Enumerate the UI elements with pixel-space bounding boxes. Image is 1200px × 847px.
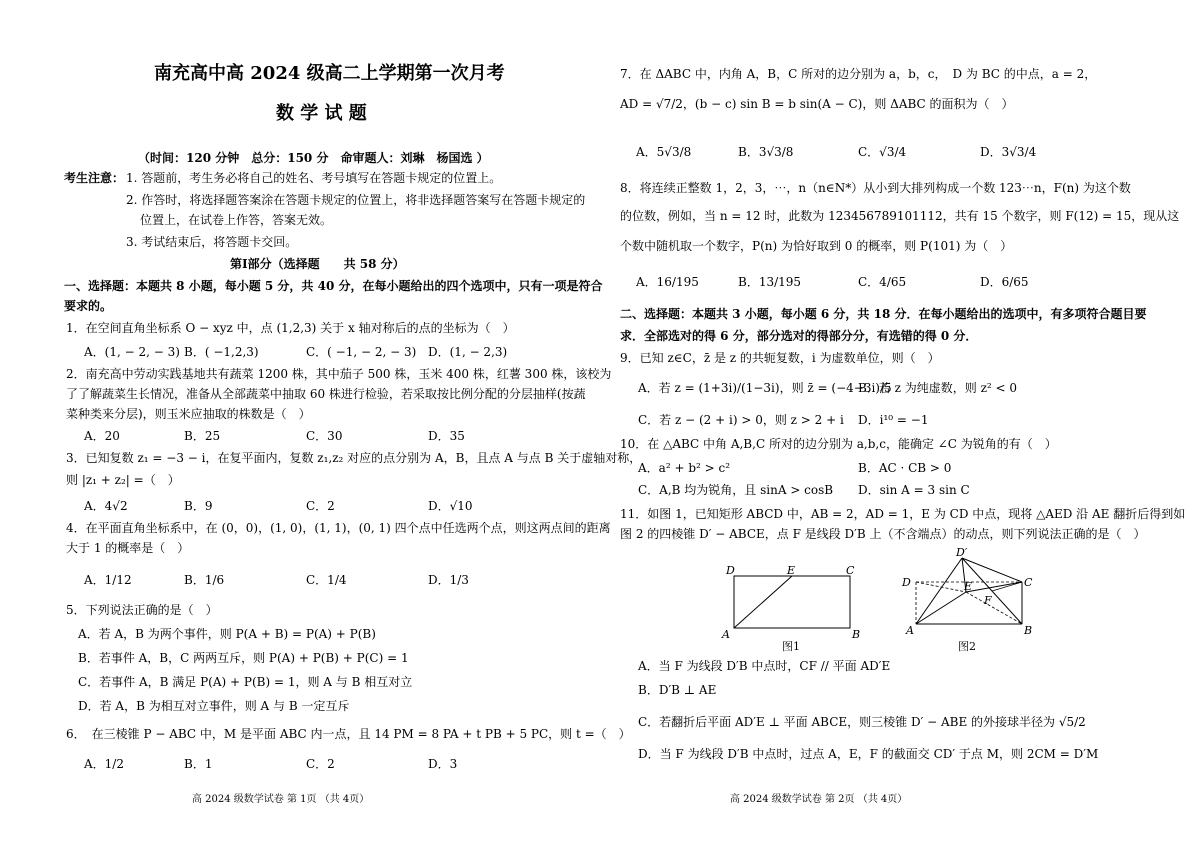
q1-option-d: D．(1, − 2,3) — [428, 345, 508, 359]
q11-option-a: A．当 F 为线段 D′B 中点时，CF // 平面 AD′E — [638, 659, 891, 673]
q8-option-a: A．16/195 — [636, 275, 699, 289]
q1-stem: 1．在空间直角坐标系 O − xyz 中，点 (1,2,3) 关于 x 轴对称后的点的坐标为（ ） — [66, 321, 515, 335]
fig2-edge-d-prime-c — [962, 558, 1022, 582]
q11-option-d: D．当 F 为线段 D′B 中点时，过点 A，E，F 的截面交 CD′ 于点 M，则 2CM = D′M — [638, 747, 1099, 761]
fig2-edge-ae — [916, 592, 966, 624]
q5-option-d: D．若 A，B 为相互对立事件，则 A 与 B 一定互斥 — [78, 699, 350, 713]
fig2-point-f: F — [984, 594, 992, 607]
q3-stem-1: 3．已知复数 z₁ = −3 − i，在复平面内，复数 z₁,z₂ 对应的点分别为 A，B，且点 A 与点 B 关于虚轴对称， — [66, 451, 642, 465]
page-footer-1: 高 2024 级数学试卷 第 1页 （共 4页） — [192, 794, 370, 805]
exam-meta: （时间：120 分钟 总分：150 分 命审题人：刘琳 杨国选 ） — [138, 151, 489, 165]
q2-option-b: B．25 — [184, 429, 221, 443]
fig1-rectangle — [734, 576, 850, 628]
note-2: 2. 作答时，将选择题答案涂在答题卡规定的位置上，将非选择题答案写在答题卡规定的 — [126, 193, 586, 207]
fig2-point-b: B — [1024, 624, 1033, 637]
q4-option-c: C．1/4 — [306, 573, 347, 587]
fig1-segment-ae — [734, 576, 792, 628]
q5-option-a: A．若 A，B 为两个事件，则 P(A + B) = P(A) + P(B) — [78, 627, 376, 641]
q7-stem-2: AD = √7/2，(b − c) sin B = b sin(A − C)，则 ΔABC 的面积为（ ） — [620, 97, 1014, 111]
q11-stem-1: 11．如图 1，已知矩形 ABCD 中，AB = 2，AD = 1，E 为 CD 中点，现将 △AED 沿 AE 翻折后得到如 — [620, 507, 1186, 521]
fig2-edge-d-prime-a — [916, 558, 962, 624]
q4-stem-1: 4．在平面直角坐标系中，在 (0，0)，(1, 0)，(1, 1)，(0, 1) 四个点中任选两个点，则这两点间的距离 — [66, 521, 611, 535]
q7-option-a: A．5√3/8 — [636, 145, 692, 159]
fig1-point-a: A — [722, 628, 730, 641]
q6-option-b: B．1 — [184, 757, 213, 771]
q5-stem: 5．下列说法正确的是（ ） — [66, 603, 218, 617]
section1-line2: 要求的。 — [64, 299, 113, 313]
q10-option-a: A．a² + b² > c² — [638, 461, 731, 475]
fig1-point-b: B — [852, 628, 861, 641]
q10-option-c: C．A,B 均为锐角，且 sinA > cosB — [638, 483, 834, 497]
q3-option-c: C．2 — [306, 499, 335, 513]
fig1-point-d: D — [726, 564, 735, 577]
q11-stem-2: 图 2 的四棱锥 D′ − ABCE，点 F 是线段 D′B 上（不含端点）的动点，则下列说法正确的是（ ） — [620, 527, 1146, 541]
q9-option-b: B．若 z 为纯虚数，则 z² < 0 — [858, 381, 1018, 395]
q7-option-b: B．3√3/8 — [738, 145, 794, 159]
q7-option-c: C．√3/4 — [858, 145, 907, 159]
q11-option-b: B．D′B ⊥ AE — [638, 683, 717, 697]
exam-title: 南充高中高 2024 级高二上学期第一次月考 — [154, 63, 505, 84]
q9-option-d: D．i¹⁰ = −1 — [858, 413, 929, 427]
q8-stem-2: 的位数，例如，当 n = 12 时，此数为 123456789101112，共有 15 个数字，则 F(12) = 15，现从这 — [620, 209, 1180, 223]
left-page — [58, 0, 642, 847]
q2-option-c: C．30 — [306, 429, 343, 443]
fig2-point-d-prime: D′ — [956, 546, 968, 559]
notes-label: 考生注意： — [64, 171, 125, 185]
q7-stem-1: 7．在 ΔABC 中，内角 A，B，C 所对的边分别为 a，b，c， D 为 BC 的中点，a = 2， — [620, 67, 1097, 81]
figure-1 — [720, 560, 870, 652]
q8-option-b: B．13/195 — [738, 275, 802, 289]
note-2-cont: 位置上，在试卷上作答，答案无效。 — [140, 213, 333, 227]
q2-stem-3: 菜种类来分层)，则玉米应抽取的株数是（ ） — [66, 407, 311, 421]
q8-option-c: C．4/65 — [858, 275, 907, 289]
fig1-caption: 图1 — [782, 640, 800, 652]
q8-stem-1: 8．将连续正整数 1，2，3，⋯，n（n∈N*）从小到大排列构成一个数 123⋯n，F(n) 为这个数 — [620, 181, 1131, 195]
q4-option-a: A．1/12 — [84, 573, 132, 587]
fig2-point-a: A — [906, 624, 914, 637]
q2-option-a: A．20 — [84, 429, 120, 443]
q2-option-d: D．35 — [428, 429, 465, 443]
q10-option-b: B．AC · CB > 0 — [858, 461, 952, 475]
q3-option-b: B．9 — [184, 499, 213, 513]
exam-subtitle: 数 学 试 题 — [276, 103, 367, 124]
q4-option-d: D．1/3 — [428, 573, 469, 587]
q8-option-d: D．6/65 — [980, 275, 1029, 289]
right-page — [616, 0, 1186, 847]
part1-heading: 第Ⅰ部分（选择题 共 58 分） — [230, 257, 405, 271]
q1-option-c: C．( −1, − 2, − 3) — [306, 345, 417, 359]
fig2-caption: 图2 — [958, 640, 976, 653]
q5-option-c: C．若事件 A，B 满足 P(A) + P(B) = 1，则 A 与 B 相互对立 — [78, 675, 413, 689]
q6-stem: 6． 在三棱锥 P − ABC 中，M 是平面 ABC 内一点，且 14 PM = 8 PA + t PB + 5 PC，则 t =（ ） — [66, 727, 631, 741]
q6-option-d: D．3 — [428, 757, 458, 771]
q6-option-c: C．2 — [306, 757, 335, 771]
q9-stem: 9．已知 z∈C，z̄ 是 z 的共轭复数，i 为虚数单位，则（ ） — [620, 351, 940, 365]
q9-option-c: C．若 z − (2 + i) > 0，则 z > 2 + i — [638, 413, 844, 427]
q10-stem: 10．在 △ABC 中角 A,B,C 所对的边分别为 a,b,c，能确定 ∠C 为锐角的有（ ） — [620, 437, 1057, 451]
q3-option-d: D．√10 — [428, 499, 473, 513]
q2-stem-1: 2．南充高中劳动实践基地共有蔬菜 1200 株，其中茄子 500 株，玉米 400 株，红薯 300 株，该校为 — [66, 367, 612, 381]
fig2-dashed-eb — [966, 592, 1022, 624]
q3-stem-2: 则 |z₁ + z₂| =（ ） — [66, 473, 180, 487]
q3-option-a: A．4√2 — [84, 499, 128, 513]
q8-stem-3: 个数中随机取一个数字，P(n) 为恰好取到 0 的概率，则 P(101) 为（ ） — [620, 239, 1013, 253]
fig2-point-e: E — [964, 580, 973, 593]
q9-option-a: A．若 z = (1+3i)/(1−3i)，则 z̄ = (−4−3i)/5 — [638, 381, 892, 395]
q4-option-b: B．1/6 — [184, 573, 225, 587]
q10-option-d: D．sin A = 3 sin C — [858, 483, 970, 497]
q1-option-a: A．(1, − 2, − 3) — [84, 345, 180, 359]
fig1-point-c: C — [846, 564, 855, 577]
q6-option-a: A．1/2 — [84, 757, 124, 771]
note-1: 1. 答题前，考生务必将自己的姓名、考号填写在答题卡规定的位置上。 — [126, 171, 502, 185]
q7-option-d: D．3√3/4 — [980, 145, 1037, 159]
fig1-point-e: E — [787, 564, 796, 577]
note-3: 3. 考试结束后，将答题卡交回。 — [126, 235, 298, 249]
fig2-point-d: D — [902, 576, 911, 589]
section2-line1: 二、选择题：本题共 3 小题，每小题 6 分，共 18 分．在每小题给出的选项中，有多项符合题目要 — [620, 307, 1147, 321]
section1-line1: 一、选择题：本题共 8 小题，每小题 5 分，共 40 分，在每小题给出的四个选项中，只有一项是符合 — [64, 279, 603, 293]
fig2-point-c: C — [1024, 576, 1033, 589]
fig2-dashed-de — [916, 582, 966, 592]
q4-stem-2: 大于 1 的概率是（ ） — [66, 541, 190, 555]
q11-option-c: C．若翻折后平面 AD′E ⊥ 平面 ABCE，则三棱锥 D′ − ABE 的外接球半径为 √5/2 — [638, 715, 1086, 729]
q1-option-b: B．( −1,2,3) — [184, 345, 259, 359]
q5-option-b: B．若事件 A，B，C 两两互斥，则 P(A) + P(B) + P(C) = 1 — [78, 651, 409, 665]
page-footer-2: 高 2024 级数学试卷 第 2页 （共 4页） — [730, 794, 908, 805]
q2-stem-2: 了了解蔬菜生长情况，准备从全部蔬菜中抽取 60 株进行检验，若采取按比例分配的分层抽样(按蔬 — [66, 387, 586, 401]
figure-2 — [900, 546, 1046, 656]
section2-line2: 求．全部选对的得 6 分，部分选对的得部分分，有选错的得 0 分． — [620, 329, 978, 343]
